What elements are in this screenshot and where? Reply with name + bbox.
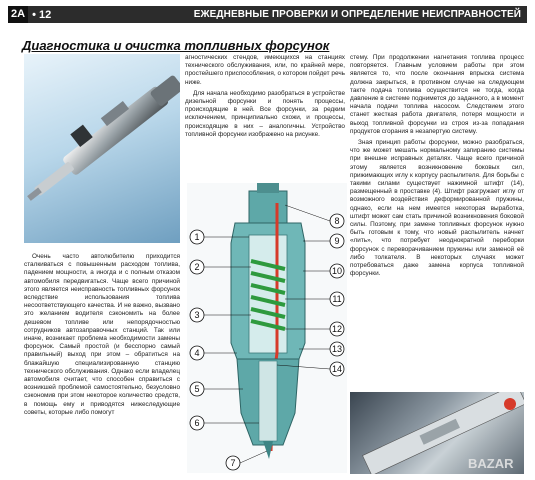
callout-label: 4 (194, 348, 200, 358)
injector-diagram (187, 183, 347, 473)
callout-label: 13 (331, 344, 343, 354)
column-3 (350, 54, 524, 281)
paragraph: стему. При продолжении нагнетания топлива процесс повторяется. Главным условием работы при этом является то, что после окончания впрыска система должна закрыться, в противном случае на следующем такте подача топлива осуществится не тогда, когда давление в системе поднимется до заданного, а в момент начала подачи топлива насосом. Следствием этого станет жесткая работа двигателя, потеря мощности и выход топливной форсунки из строя из-за попадания продуктов сгорания в незапертую систему. (350, 54, 524, 135)
callout-label: 2 (194, 262, 200, 272)
callout-label: 14 (331, 364, 343, 374)
callout-label: 8 (334, 216, 340, 226)
callout-label: 1 (194, 232, 200, 242)
column-2 (185, 54, 345, 142)
callout-label: 5 (194, 384, 200, 394)
paragraph: агностических стендов, имеющихся на станциях технического обслуживания, или, по крайней мере, простейшего приспособления, о котором пойдет речь ниже. (185, 54, 345, 86)
page-number: • 12 (32, 8, 52, 21)
chapter-title: ЕЖЕДНЕВНЫЕ ПРОВЕРКИ И ОПРЕДЕЛЕНИЕ НЕИСПРАВНОСТЕЙ (193, 9, 521, 20)
paragraph: Для начала необходимо разобраться в устройстве дизельной форсунки и понять процессы, происходящие в ней. Все форсунки, за редким исключением, принципиально схожи, и процессы, происходящие в них – аналогичны. Устройство топливной форсунки изображено на рисунке. (185, 89, 345, 138)
paragraph: Зная принцип работы форсунки, можно разобраться, что же может мешать нормальному запиранию системы при внешне исправных деталях. Чаще всего причиной этому является возникновение боковых сил, прижимающих иглу к корпусу распылителя. Для борьбы с такими силами существует нажимной штифт (14), размещенный в проставке (4). Штифт разгружает иглу от возможного воздействия деформированной пружины, однако, если на нем имеется некоторая выработка, штифт может сам стать причиной возникновения боковой силы. Поэтому, при замене топливных форсунок нужно быть готовым к тому, что новый распылитель начнет «лить», что потребует неоднократной переборки форсунок с переворачиванием пружины или заменой её либо толкателя. В некоторых случаях может потребоваться даже замена корпуса топливной форсунки. (350, 139, 524, 278)
column-1 (24, 253, 180, 420)
callout-label: 7 (230, 458, 236, 468)
watermark: BAZAR (468, 456, 514, 471)
callout-label: 10 (331, 266, 343, 276)
callout-label: 12 (331, 324, 343, 334)
callout-label: 9 (334, 236, 340, 246)
article-heading: Диагностика и очистка топливных форсунок (22, 38, 330, 53)
callout-label: 3 (194, 310, 200, 320)
callout-label: 11 (332, 294, 342, 304)
page-header (8, 6, 527, 23)
injector-photo (24, 54, 180, 243)
paragraph: Очень часто автолюбителю приходится сталкиваться с повышенным расходом топлива, падением мощности, а иногда и с полным отказом автомобиля передвигаться. Чаще всего причиной этого является неисправность топливных форсунок вследствие использования топлива несоответствующего качества. И не важно, вызвано это желанием водителя сэкономить на более дешевом топливе или непорядочностью сотрудников автозаправочных станций. Так или иначе, возникает проблема необходимости замены форсунок. Самый простой (и бесспорно самый правильный) выход при этом – обратиться на блажайшую специализированную станцию технического обслуживания. Однако если владелец автомобиля считает, что способен справиться с возникшей проблемой самостоятельно, безусловно сэкономив при этом некоторое количество средств, в помощь ему и приводятся нижеследующие советы, которые либо помогут (24, 253, 180, 416)
section-tag: 2A (8, 6, 28, 23)
callout-label: 6 (194, 418, 200, 428)
